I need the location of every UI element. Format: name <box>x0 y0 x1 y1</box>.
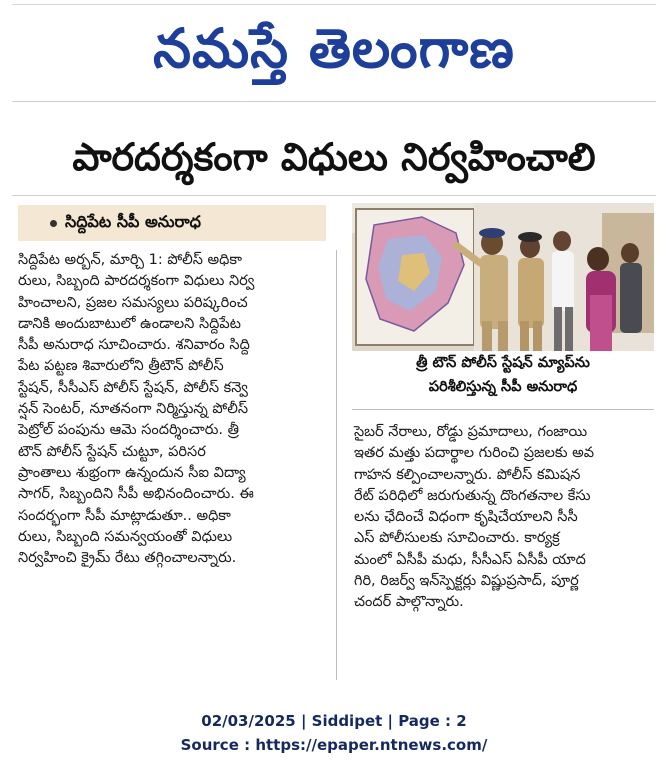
masthead-divider <box>12 101 656 102</box>
newspaper-clipping <box>12 4 656 695</box>
article-byline <box>18 205 326 241</box>
police-officers-at-map-image <box>352 203 654 351</box>
byline-text: సిద్దిపేట సీపీ అనురాధ <box>65 211 201 231</box>
article-headline: పారదర్శకంగా విధులు నిర్వహించాలి <box>72 135 596 179</box>
footer-source-line: Source : https://epaper.ntnews.com/ <box>180 736 488 754</box>
newspaper-masthead: నమస్తే తెలంగాణ <box>153 17 515 80</box>
article-column-left: సిద్దిపేట అర్బన్, మార్చి 1: పోలీస్ అధికా రులు, సిబ్బంది పారదర్శకంగా విధులు నిర్వ హించాలని, ప్రజల సమస్యలు పరిష్కరించ డానికి అందుబాటులో ఉండాలని సిద్దిపేట సీపీ అనురాధ సూచించారు. శనివారం సిద్ది పేట పట్టణ శివారులోని త్రీటౌన్ పోలీస్ స్టేషన్, సీసీఎస్ పోలీస్ స్టేషన్, పోలీస్ కన్వె న్షన్ సెంటర్, నూతనంగా నిర్మిస్తున్న పోలీస్ పెట్రోల్ పంపును ఆమె సందర్శించారు. త్రీ టౌన్ పోలీస్ స్టేషన్ చుట్టూ, పరిసర ప్రాంతాలు శుభ్రంగా ఉన్నందున సీఐ విద్యా సాగర్, సిబ్బందిని సీపీ అభినందించారు. ఈ సందర్భంగా సీపీ మాట్లాడుతూ.. అధికా రులు, సిబ్బంది సమన్వయంతో విధులు నిర్వహించి క్రైమ్ రేటు తగ్గించాలన్నారు. <box>18 250 337 680</box>
photo-caption: త్రీ టౌన్ పోలీస్ స్టేషన్ మ్యాప్‌ను పరిశీలిస్తున్న సీపీ అనురాధ <box>352 351 654 410</box>
bullet-icon <box>50 220 57 227</box>
headline-divider <box>12 195 656 196</box>
article-column-right: సైబర్ నేరాలు, రోడ్డు ప్రమాదాలు, గంజాయి ఇతర మత్తు పదార్థాల గురించి ప్రజలకు అవ గాహన కల్పించాలన్నారు. పోలీస్ కమిషన రేట్ పరిధిలో జరుగుతున్న దొంగతనాల కేసు లను ఛేదించే విధంగా కృషిచేయాలని సీసీ ఎస్ పోలీసులకు సూచించారు. కార్యక్ర మంలో ఏసీపీ మధు, సీసీఎస్ ఏసీపీ యాద గిరి, రిజర్వ్ ఇన్‌స్పెక్టర్లు విష్ణుప్రసాద్, పూర్ణ చందర్ పాల్గొన్నారు. <box>354 424 595 611</box>
footer-date-line: 02/03/2025 | Siddipet | Page : 2 <box>201 712 467 730</box>
news-photo <box>352 203 654 351</box>
